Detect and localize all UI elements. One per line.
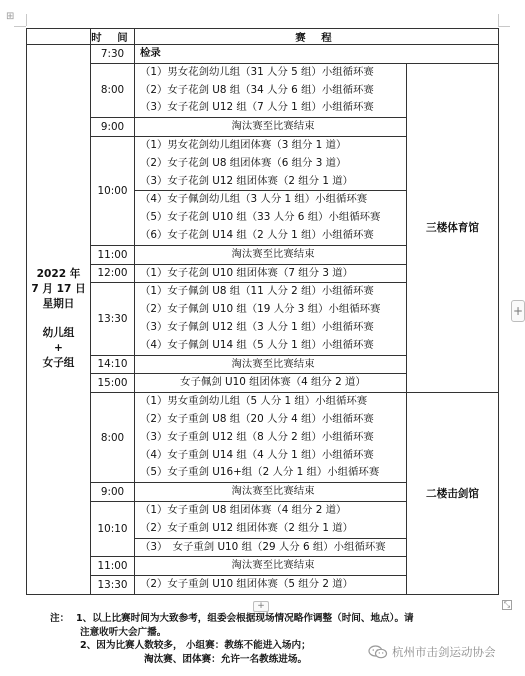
time-cell: 8:00 <box>91 63 135 117</box>
schedule-table <box>26 28 499 595</box>
event-cell: （2）女子重剑 U10 组团体赛（5 组分 2 道） <box>135 576 407 595</box>
note-1-cont: 注意收听大会广播。 <box>80 626 167 638</box>
event-cell: 淘汰赛至比赛结束 <box>135 118 407 137</box>
event-cell: （1）女子重剑 U8 组团体赛（4 组分 2 道） （2）女子重剑 U12 组团体赛（2 组分 1 道） （3） 女子重剑 U10 组（29 人分 6 组）小组循环赛 <box>135 501 407 556</box>
header-time: 时 间 <box>91 29 135 45</box>
event-cell: （1）男女花剑幼儿组（31 人分 5 组）小组循环赛 （2）女子花剑 U8 组（34 人分 6 组）小组循环赛 （3）女子花剑 U12 组（7 人分 1 组）小组循环赛 <box>135 63 407 117</box>
time-cell: 10:10 <box>91 501 135 556</box>
margin-guide <box>14 26 26 27</box>
margin-guide <box>498 14 499 26</box>
header-blank <box>27 29 91 45</box>
time-cell: 8:00 <box>91 393 135 483</box>
group-women: 女子组 <box>42 357 75 370</box>
header-events: 赛 程 <box>135 29 499 45</box>
venue-cell-lower: 二楼击剑馆 <box>407 393 499 595</box>
add-column-button[interactable]: + <box>511 300 525 322</box>
time-cell: 13:30 <box>91 283 135 355</box>
venue-cell-upper: 三楼体育馆 <box>407 63 499 392</box>
watermark <box>368 644 496 660</box>
event-cell: （1）女子佩剑 U8 组（11 人分 2 组）小组循环赛 （2）女子佩剑 U10 组（19 人分 3 组）小组循环赛 （3）女子佩剑 U12 组（3 人分 1 组）小组循环赛 （4）女子佩剑 U14 组（5 人分 1 组）小组循环赛 <box>135 283 407 355</box>
time-cell: 9:00 <box>91 483 135 502</box>
table-resize-handle[interactable]: ⤡ <box>503 600 511 609</box>
margin-guide <box>26 14 27 26</box>
date-weekday: 星期日 <box>42 298 75 311</box>
table-header-row <box>27 29 499 45</box>
date-year: 2022 年 <box>36 268 81 281</box>
group-youth: 幼儿组 <box>42 327 75 340</box>
time-cell: 11:00 <box>91 557 135 576</box>
event-cell: 检录 <box>135 45 499 64</box>
wechat-icon <box>368 645 388 659</box>
note-1-text: 1、以上比赛时间为大致参考，组委会根据现场情况略作调整（时间、地点）。请 <box>76 613 414 624</box>
time-cell: 12:00 <box>91 264 135 283</box>
note-label: 注： <box>50 613 70 624</box>
time-cell: 15:00 <box>91 374 135 393</box>
time-cell: 11:00 <box>91 245 135 264</box>
table-row <box>27 63 499 117</box>
watermark-text: 杭州市击剑运动协会 <box>392 645 496 659</box>
table-row <box>27 393 499 483</box>
note-2: 2、因为比赛人数较多， 小组赛：教练不能进入场内； <box>80 640 311 651</box>
spacer <box>27 312 90 326</box>
event-cell: （1）女子花剑 U10 组团体赛（7 组分 3 道） <box>135 264 407 283</box>
time-cell: 7:30 <box>91 45 135 64</box>
group-plus: + <box>54 342 63 355</box>
table-move-handle[interactable]: ⊞ <box>6 11 15 22</box>
note-2-cont: 淘汰赛、团体赛：允许一名教练进场。 <box>144 653 308 665</box>
event-cell: 淘汰赛至比赛结束 <box>135 355 407 374</box>
event-cell: （1）男女花剑幼儿组团体赛（3 组分 1 道） （2）女子花剑 U8 组团体赛（6 组分 3 道） （3）女子花剑 U12 组团体赛（2 组分 1 道） （4）女子佩剑幼儿组（3 人分 1 组）小组循环赛 （5）女子花剑 U10 组（33 人分 6 组）小组循环赛 （6）女子花剑 U14 组（2 人分 1 组）小组循环赛 <box>135 136 407 245</box>
time-cell: 10:00 <box>91 136 135 245</box>
event-cell: （1）男女重剑幼儿组（5 人分 1 组）小组循环赛 （2）女子重剑 U8 组（20 人分 4 组）小组循环赛 （3）女子重剑 U12 组（8 人分 2 组）小组循环赛 （4）女子重剑 U14 组（4 人分 1 组）小组循环赛 （5）女子重剑 U16+组（2 人分 1 组）小组循环赛 <box>135 393 407 483</box>
event-cell: 女子佩剑 U10 组团体赛（4 组分 2 道） <box>135 374 407 393</box>
time-cell: 14:10 <box>91 355 135 374</box>
time-cell: 13:30 <box>91 576 135 595</box>
note-1 <box>50 612 520 626</box>
margin-guide <box>498 26 510 27</box>
add-row-button[interactable]: + <box>253 601 269 612</box>
event-cell: 淘汰赛至比赛结束 <box>135 483 407 502</box>
time-cell: 9:00 <box>91 118 135 137</box>
date-group-cell <box>27 45 91 595</box>
event-cell: 淘汰赛至比赛结束 <box>135 245 407 264</box>
event-cell: 淘汰赛至比赛结束 <box>135 557 407 576</box>
table-row <box>27 45 499 64</box>
date-day: 7 月 17 日 <box>31 283 86 296</box>
